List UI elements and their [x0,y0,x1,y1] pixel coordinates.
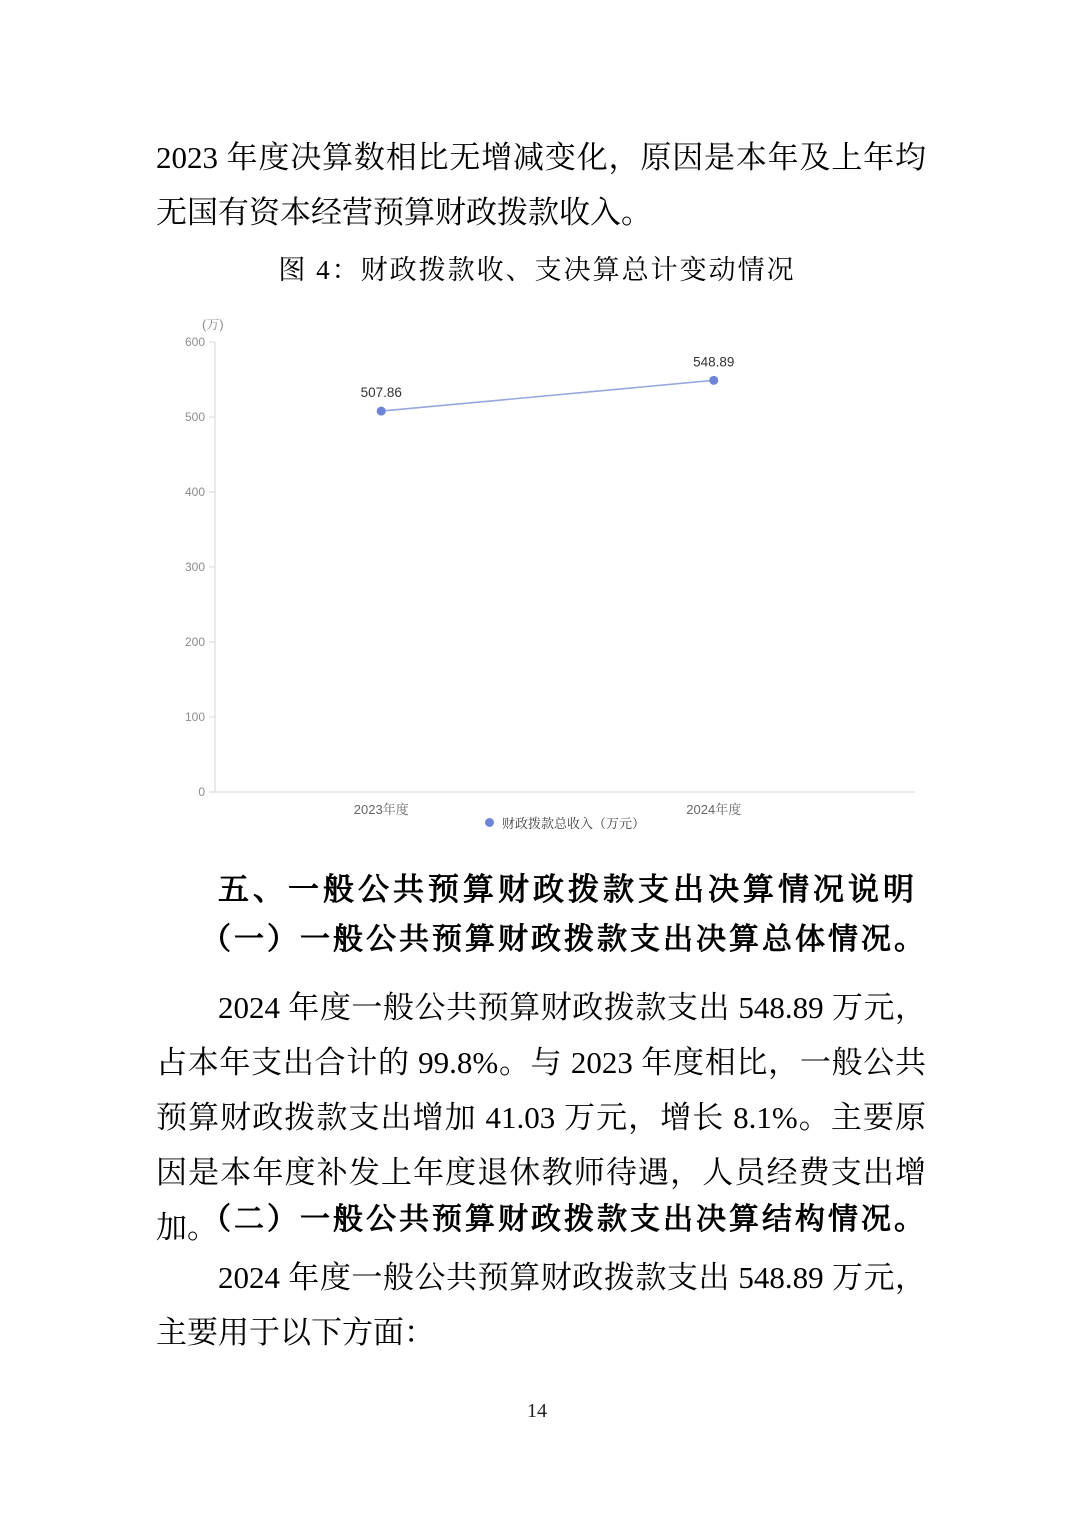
subsection-2-title: （二）一般公共预算财政拨款支出决算结构情况。 [201,1203,927,1236]
x-axis-category-label: 2024年度 [686,802,742,817]
x-axis-category-label: 2023年度 [353,802,409,817]
y-axis-tick-label: 200 [185,635,205,649]
y-axis-unit-label: (万) [202,317,224,332]
y-axis-tick-label: 400 [185,485,205,499]
chart-area [185,305,945,840]
subsection-2-paragraph: 2024 年度一般公共预算财政拨款支出 548.89 万元，主要用于以下方面： [156,1260,926,1350]
subsection-1-title: （一）一般公共预算财政拨款支出决算总体情况。 [201,923,927,956]
section-heading: 五、一般公共预算财政拨款支出决算情况说明 [218,872,918,907]
y-axis-tick-label: 500 [185,410,205,424]
legend-marker-dot [485,818,494,827]
subsection-1-paragraph: 2024 年度一般公共预算财政拨款支出 548.89 万元，占本年支出合计的 99.8%。与 2023 年度相比，一般公共预算财政拨款支出增加 41.03 万元，增长 8.1%。主要原因是本年度补发上年度退休教师待遇，人员经费支出增加。 [156,990,926,1245]
series-line [381,380,714,411]
figure-caption: 图 4：财政拨款收、支决算总计变动情况 [278,255,796,285]
intro-paragraph: 2023 年度决算数相比无增减变化，原因是本年及上年均无国有资本经营预算财政拨款收入。 [156,140,926,230]
data-point [709,376,718,385]
y-axis-tick-label: 100 [185,710,205,724]
legend-series-label: 财政拨款总收入（万元） [501,816,645,831]
chart-legend [185,813,945,832]
y-axis-tick-label: 600 [185,335,205,349]
page-number: 14 [527,1400,547,1422]
data-point-label: 548.89 [693,354,735,370]
y-axis-tick-label: 300 [185,560,205,574]
line-chart-svg [185,305,945,825]
data-point [377,407,386,416]
data-point-label: 507.86 [360,385,402,401]
y-axis-tick-label: 0 [198,785,205,799]
